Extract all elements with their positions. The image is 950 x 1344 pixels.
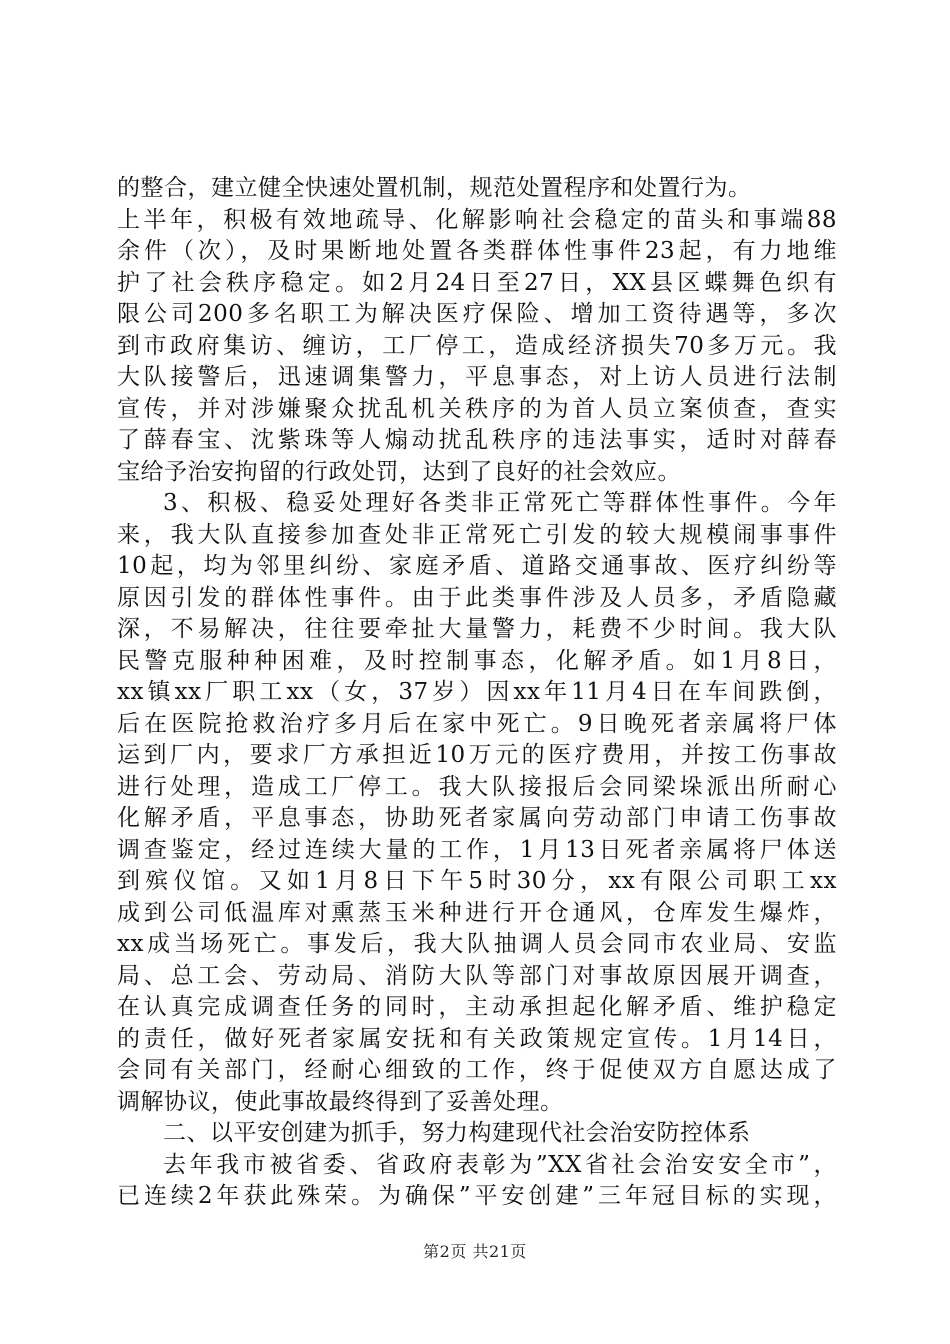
page-footer: 第2页 共21页 xyxy=(423,1242,527,1261)
text-line: 会同有关部门，经耐心细致的工作，终于促使双方自愿达成了 xyxy=(117,1057,837,1083)
text-line: 余件（次），及时果断地处置各类群体性事件23起，有力地维 xyxy=(117,238,837,264)
text-line: 限公司200多名职工为解决医疗保险、增加工资待遇等，多次 xyxy=(117,301,837,327)
text-line: 大队接警后，迅速调集警力，平息事态，对上访人员进行法制 xyxy=(117,364,837,390)
text-line: 深，不易解决，往往要牵扯大量警力，耗费不少时间。我大队 xyxy=(117,616,837,642)
text-line: 3、积极、稳妥处理好各类非正常死亡等群体性事件。今年 xyxy=(163,490,837,516)
text-line: 原因引发的群体性事件。由于此类事件涉及人员多，矛盾隐藏 xyxy=(117,584,837,611)
text-line: 的责任，做好死者家属安抚和有关政策规定宣传。1月14日， xyxy=(117,1025,837,1052)
text-line: 10起，均为邻里纠纷、家庭矛盾、道路交通事故、医疗纠纷等 xyxy=(117,553,837,579)
text-line: 二、以平安创建为抓手，努力构建现代社会治安防控体系 xyxy=(163,1120,751,1146)
text-line: 运到厂内，要求厂方承担近10万元的医疗费用，并按工伤事故 xyxy=(117,742,837,768)
document-body xyxy=(117,173,837,1213)
text-line: 护了社会秩序稳定。如2月24日至27日，XX县区蝶舞色织有 xyxy=(117,269,837,296)
text-line: 的整合，建立健全快速处置机制，规范处置程序和处置行为。 xyxy=(117,175,752,201)
text-line: 成到公司低温库对熏蒸玉米种进行开仓通风，仓库发生爆炸， xyxy=(117,899,837,926)
text-line: 去年我市被省委、省政府表彰为”XX省社会治安安全市”， xyxy=(163,1151,837,1178)
text-line: 调解协议，使此事故最终得到了妥善处理。 xyxy=(117,1088,564,1115)
text-line: xx成当场死亡。事发后，我大队抽调人员会同市农业局、安监 xyxy=(117,931,837,957)
text-line: 调查鉴定，经过连续大量的工作，1月13日死者亲属将尸体送 xyxy=(117,836,837,863)
text-line: 来，我大队直接参加查处非正常死亡引发的较大规模闹事事件 xyxy=(117,521,837,548)
text-line: 宝给予治安拘留的行政处罚，达到了良好的社会效应。 xyxy=(117,458,681,485)
text-line: 宣传，并对涉嫌聚众扰乱机关秩序的为首人员立案侦查，查实 xyxy=(117,395,837,422)
text-line: 到殡仪馆。又如1月8日下午5时30分，xx有限公司职工xx xyxy=(117,868,837,894)
text-line: 进行处理，造成工厂停工。我大队接报后会同梁垛派出所耐心 xyxy=(117,773,837,800)
text-line: 在认真完成调查任务的同时，主动承担起化解矛盾、维护稳定 xyxy=(117,994,837,1020)
text-line: xx镇xx厂职工xx（女，37岁）因xx年11月4日在车间跌倒， xyxy=(117,679,837,705)
text-line: 后在医院抢救治疗多月后在家中死亡。9日晚死者亲属将尸体 xyxy=(117,710,837,737)
text-line: 到市政府集访、缠访，工厂停工，造成经济损失70多万元。我 xyxy=(117,332,837,359)
text-line: 化解矛盾，平息事态，协助死者家属向劳动部门申请工伤事故 xyxy=(117,805,837,831)
text-line: 民警克服种种困难，及时控制事态，化解矛盾。如1月8日， xyxy=(117,647,837,674)
text-line: 上半年，积极有效地疏导、化解影响社会稳定的苗头和事端88 xyxy=(117,206,837,233)
text-line: 局、总工会、劳动局、消防大队等部门对事故原因展开调查， xyxy=(117,962,837,989)
text-line: 了薛春宝、沈紫珠等人煽动扰乱秩序的违法事实，适时对薛春 xyxy=(117,427,837,453)
text-line: 已连续2年获此殊荣。为确保”平安创建”三年冠目标的实现， xyxy=(117,1183,837,1209)
